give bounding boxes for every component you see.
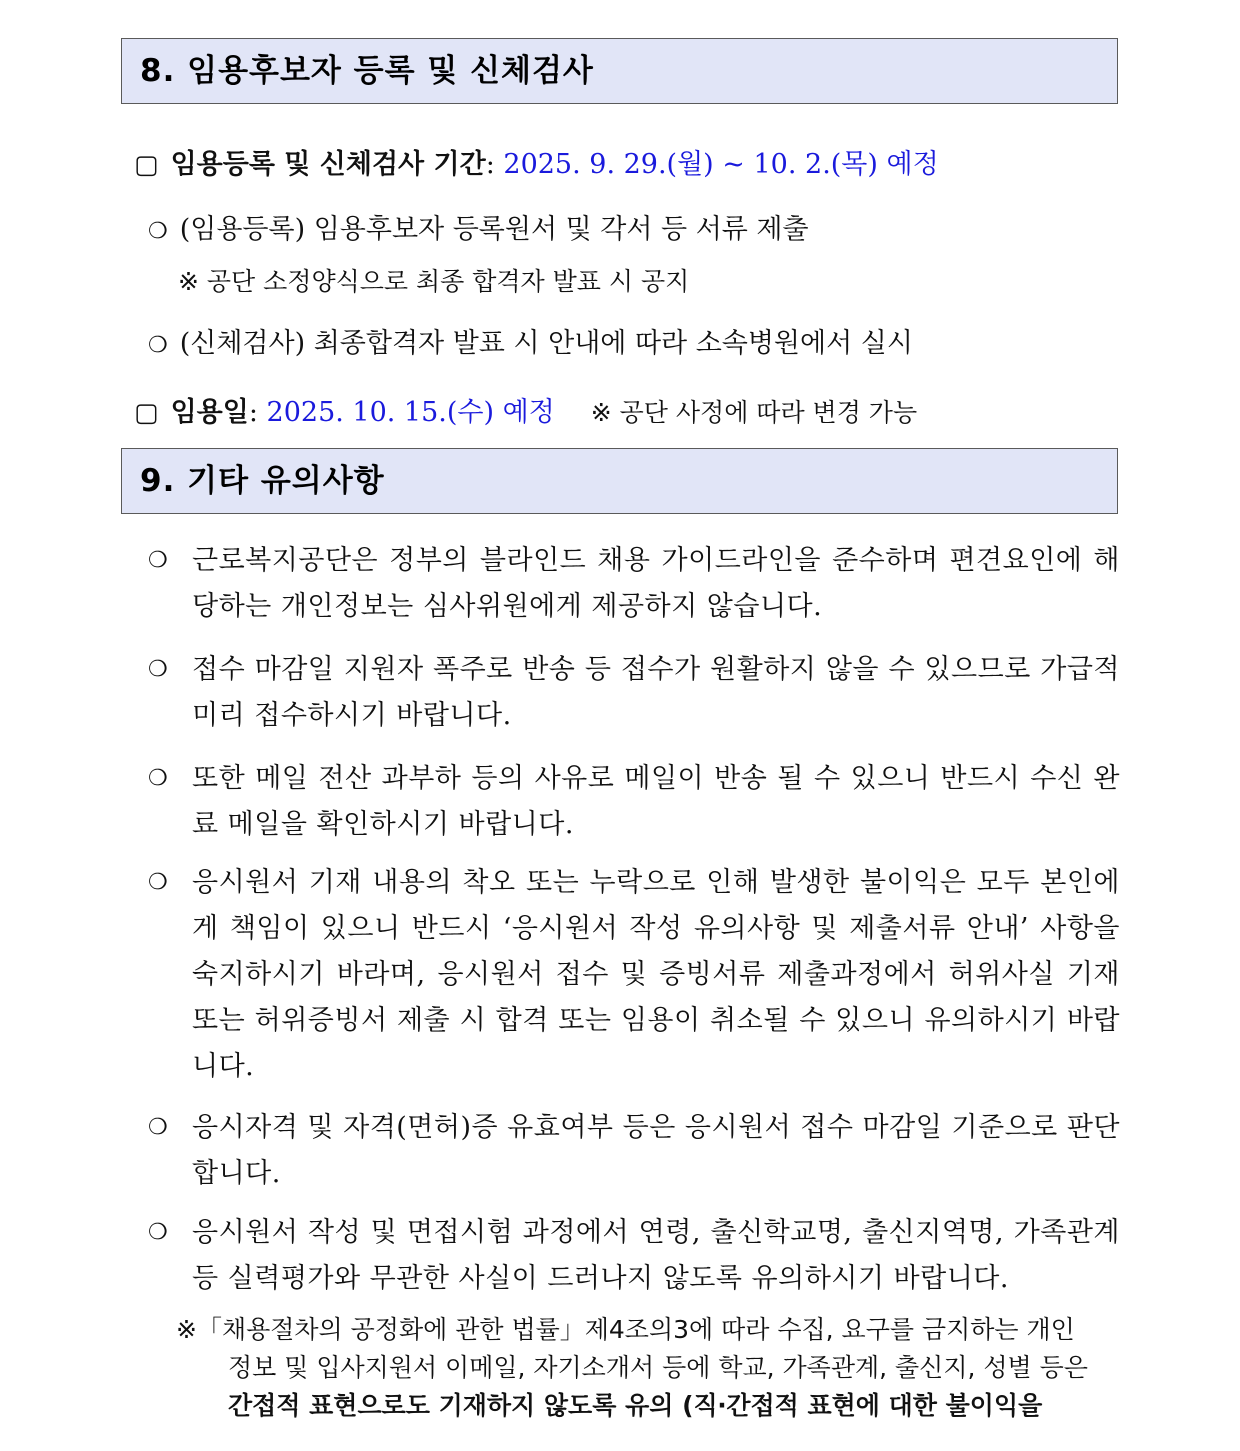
- checkbox-square-icon: ▢: [134, 150, 159, 180]
- registration-note: ※ 공단 소정양식으로 최종 합격자 발표 시 공지: [178, 267, 690, 296]
- notice-text: 응시원서 기재 내용의 착오 또는 누락으로 인해 발생한 불이익은 모두 본인에게 책임이 있으니 반드시 ‘응시원서 작성 유의사항 및 제출서류 안내’ 사항을 숙지하시기 바라며, 응시원서 접수 및 증빙서류 제출과정에서 허위사실 기재 또는 허위증빙서 제출 시 합격 또는 임용이 취소될 수 있으니 유의하시기 바랍니다.: [192, 867, 1120, 1082]
- appointment-label: 임용일: [170, 397, 249, 428]
- law-note: [176, 1311, 1120, 1425]
- notice-item: [148, 860, 1120, 1090]
- notice-text: 또한 메일 전산 과부하 등의 사유로 메일이 반송 될 수 있으니 반드시 수신 완료 메일을 확인하시기 바랍니다.: [192, 763, 1120, 840]
- physical-exam-text: (신체검사) 최종합격자 발표 시 안내에 따라 소속병원에서 실시: [179, 328, 913, 359]
- circle-bullet-icon: ❍: [148, 870, 168, 895]
- circle-bullet-icon: ❍: [148, 1115, 168, 1140]
- registration-text: (임용등록) 임용후보자 등록원서 및 각서 등 서류 제출: [179, 214, 809, 245]
- notice-item: [148, 756, 1120, 848]
- circle-bullet-icon: ❍: [148, 657, 168, 682]
- appointment-colon: :: [248, 397, 258, 428]
- notice-item: [148, 1210, 1120, 1302]
- registration-item: [148, 207, 809, 246]
- circle-bullet-icon: ❍: [148, 219, 168, 244]
- notice-text: 응시원서 작성 및 면접시험 과정에서 연령, 출신학교명, 출신지역명, 가족관계 등 실력평가와 무관한 사실이 드러나지 않도록 유의하시기 바랍니다.: [192, 1217, 1120, 1294]
- law-note-line-3: 간접적 표현으로도 기재하지 않도록 유의 (직‧간접적 표현에 대한 불이익을: [228, 1391, 1043, 1420]
- appointment-value: 2025. 10. 15.(수) 예정: [266, 397, 555, 428]
- notice-item: [148, 1105, 1120, 1197]
- notice-item: [148, 538, 1120, 630]
- checkbox-square-icon: ▢: [134, 398, 159, 428]
- period-colon: :: [485, 149, 495, 180]
- notice-item: [148, 647, 1120, 739]
- appointment-line: [134, 390, 917, 429]
- period-line: [134, 142, 939, 181]
- period-label: 임용등록 및 신체검사 기간: [170, 149, 486, 180]
- section-9-header: 9. 기타 유의사항: [121, 448, 1118, 514]
- notice-text: 응시자격 및 자격(면허)증 유효여부 등은 응시원서 접수 마감일 기준으로 판단합니다.: [192, 1112, 1120, 1189]
- law-note-line-1: ※「채용절차의 공정화에 관한 법률」제4조의3에 따라 수집, 요구를 금지하는 개인: [176, 1315, 1075, 1344]
- notice-text: 접수 마감일 지원자 폭주로 반송 등 접수가 원활하지 않을 수 있으므로 가급적 미리 접수하시기 바랍니다.: [192, 654, 1120, 731]
- circle-bullet-icon: ❍: [148, 1220, 168, 1245]
- law-note-line-2: 정보 및 입사지원서 이메일, 자기소개서 등에 학교, 가족관계, 출신지, 성별 등은: [228, 1353, 1088, 1382]
- physical-exam-item: [148, 321, 913, 360]
- circle-bullet-icon: ❍: [148, 548, 168, 573]
- circle-bullet-icon: ❍: [148, 766, 168, 791]
- circle-bullet-icon: ❍: [148, 333, 168, 358]
- section-8-header: 8. 임용후보자 등록 및 신체검사: [121, 38, 1118, 104]
- appointment-note: ※ 공단 사정에 따라 변경 가능: [590, 398, 918, 427]
- period-value: 2025. 9. 29.(월) ~ 10. 2.(목) 예정: [503, 149, 939, 180]
- notice-text: 근로복지공단은 정부의 블라인드 채용 가이드라인을 준수하며 편견요인에 해당하는 개인정보는 심사위원에게 제공하지 않습니다.: [192, 545, 1120, 622]
